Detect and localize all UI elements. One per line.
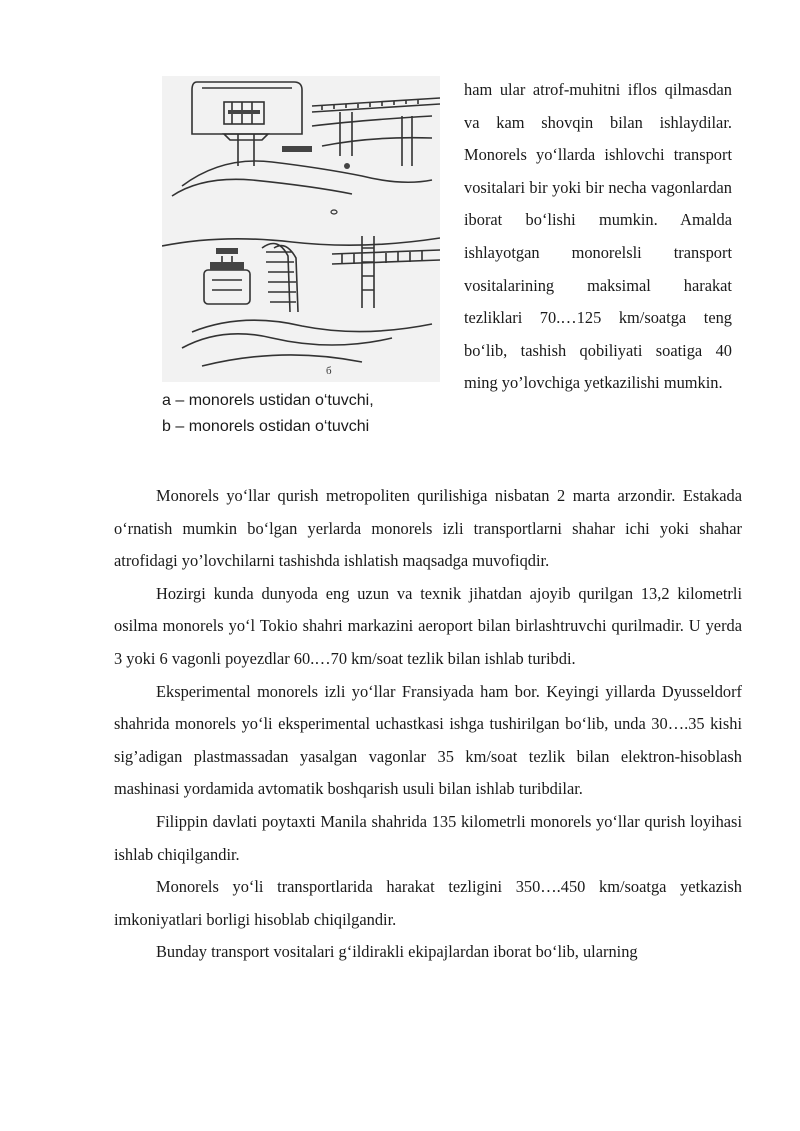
paragraph-3: Eksperimental monorels izli yo‘llar Fransiyada ham bor. Keyingi yillarda Dyusseldorf shahrida monorels yo‘li eksperimental uchastkasi ishga tushirilgan bo‘lib, unda 30….35 kishi sig’adigan plastmassadan yasalgan vagonlar 35 km/soat tezlik bilan elektron-hisoblash mashinasi yordamida avtomatik boshqarish usuli bilan ishlab turibdilar. [114, 681, 742, 799]
paragraph-4: Filippin davlati poytaxti Manila shahrida 135 kilometrli monorels yo‘llar qurish loyihasi ishlab chiqilgandir. [114, 811, 742, 864]
paragraph-1: Monorels yo‘llar qurish metropoliten qurilishiga nisbatan 2 marta arzondir. Estakada o‘rnatish mumkin bo‘lgan yerlarda monorels izli transportlarni shahar ichi yoki shahar atrofidagi yo’lovchilarni tashishda ishlatish maqsadga muvofiqdir. [114, 486, 742, 571]
paragraph-5: Monorels yo‘li transportlarida harakat tezligini 350….450 km/soatga yetkazish imkoniyatlari borligi hisoblab chiqilgandir. [114, 877, 742, 929]
panel-b-label: б [326, 365, 332, 377]
caption-b: b – monorels ostidan o‘tuvchi [162, 418, 370, 435]
monorail-drawing [162, 76, 440, 382]
paragraph-2: Hozirgi kunda dunyoda eng uzun va texnik jihatdan ajoyib qurilgan 13,2 kilometrli osilma monorels yo‘l Tokio shahri markazini aeroport bilan birlashtruvchi qurilmadir. U yerda 3 yoki 6 vagonli poyezdlar 60.…70 km/soat tezlik bilan ishlab turibdi. [114, 583, 742, 668]
monorail-illustration [162, 76, 440, 382]
caption-a: a – monorels ustidan o‘tuvchi, [162, 392, 374, 409]
body-text [114, 480, 742, 969]
paragraph-6: Bunday transport vositalari g‘ildirakli ekipajlardan iborat bo‘lib, ularning [156, 942, 638, 962]
side-paragraph: ham ular atrof-muhitni iflos qilmasdan va kam shovqin bilan ishlaydilar. Monorels yo‘llarda ishlovchi transport vositalari bir yoki bir necha vagonlardan iborat bo‘lishi mumkin. Amalda ishlayotgan monorelsli transport vositalarining maksimal harakat tezliklari 70.…125 km/soatga teng bo‘lib, tashish qobiliyati soatiga 40 ming yo’lovchiga yetkazilishi mumkin. [464, 80, 732, 393]
side-text [464, 74, 732, 400]
figure-caption [162, 388, 452, 440]
